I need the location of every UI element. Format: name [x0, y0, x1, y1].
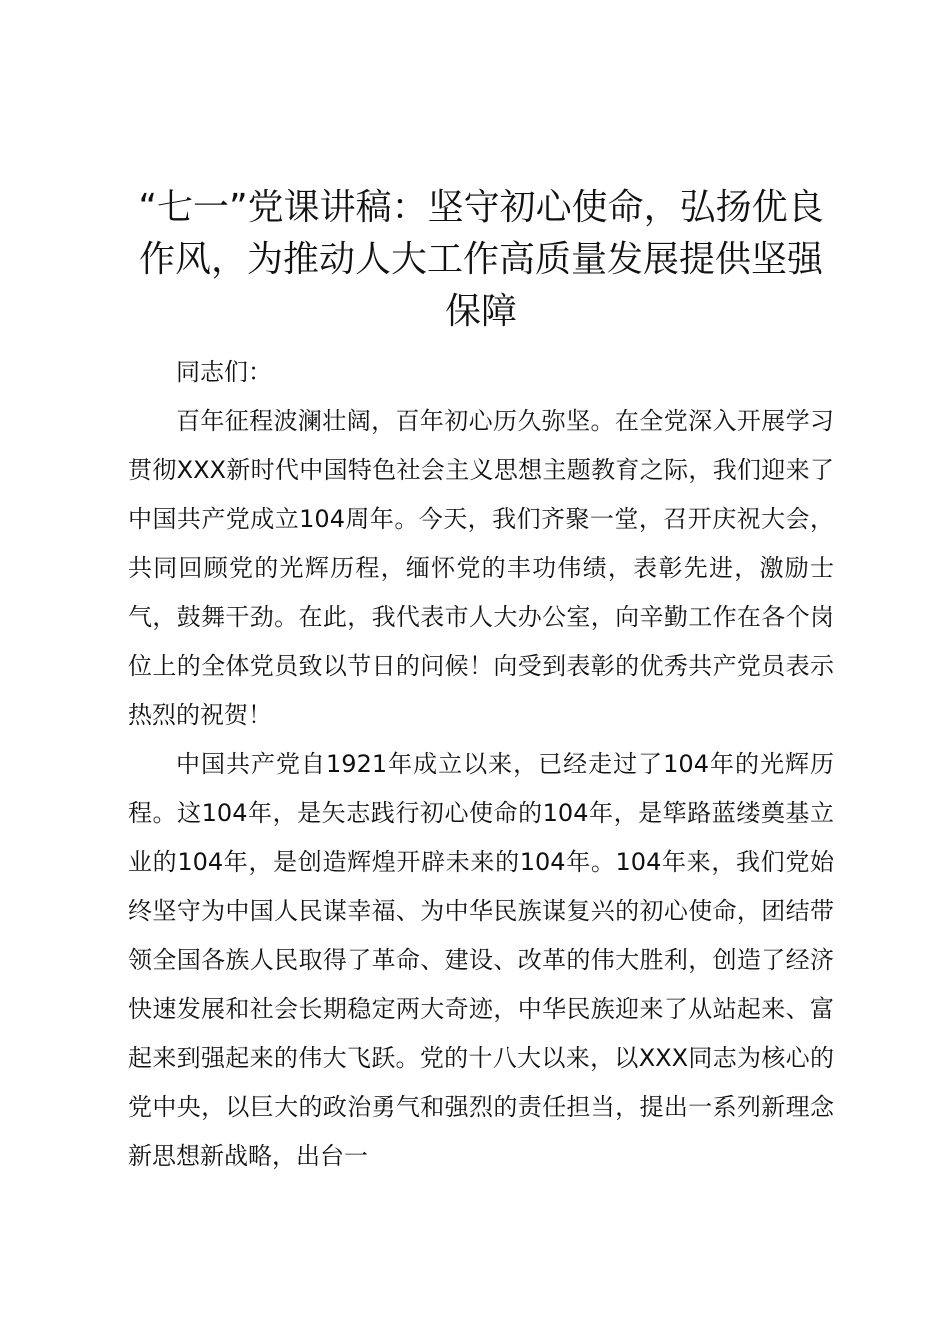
paragraph-1: 百年征程波澜壮阔，百年初心历久弥坚。在全党深入开展学习贯彻XXX新时代中国特色社会主义思想主题教育之际，我们迎来了中国共产党成立104周年。今天，我们齐聚一堂，召开庆祝大会，共同回顾党的光辉历程，缅怀党的丰功伟绩，表彰先进，激励士气，鼓舞干劲。在此，我代表市人大办公室，向辛勤工作在各个岗位上的全体党员致以节日的问候！向受到表彰的优秀共产党员表示热烈的祝贺！: [128, 407, 834, 729]
document-title: “七一”党课讲稿：坚守初心使命，弘扬优良作风，为推动人大工作高质量发展提供坚强保障: [138, 187, 824, 332]
paragraph-2: 中国共产党自1921年成立以来，已经走过了104年的光辉历程。这104年，是矢志践行初心使命的104年，是筚路蓝缕奠基立业的104年，是创造辉煌开辟未来的104年。104年来，我们党始终坚守为中国人民谋幸福、为中华民族谋复兴的初心使命，团结带领全国各族人民取得了革命、建设、改革的伟大胜利，创造了经济快速发展和社会长期稳定两大奇迹，中华民族迎来了从站起来、富起来到强起来的伟大飞跃。党的十八大以来，以XXX同志为核心的党中央，以巨大的政治勇气和强烈的责任担当，提出一系列新理念新思想新战略，出台一: [128, 750, 834, 1170]
salutation: 同志们：: [176, 358, 272, 386]
document-body: [128, 182, 834, 1181]
